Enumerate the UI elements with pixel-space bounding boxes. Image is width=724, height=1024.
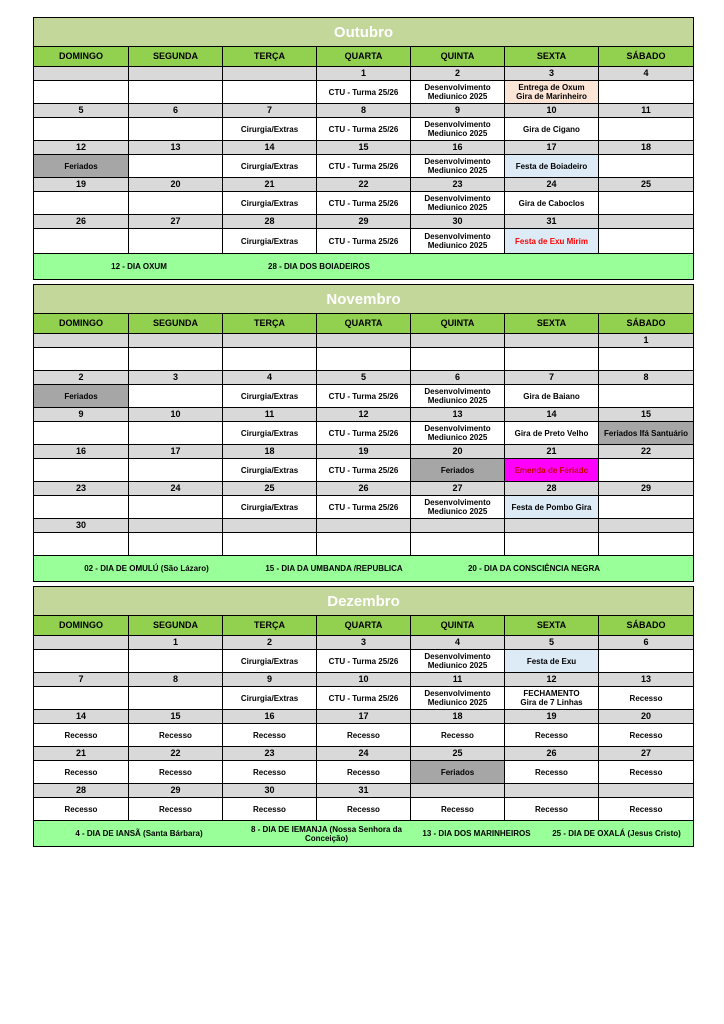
event-cell: Cirurgia/Extras (223, 229, 317, 254)
month-title: Novembro (34, 285, 694, 314)
day-number: 13 (129, 141, 223, 155)
empty-cell (129, 192, 223, 215)
day-number (599, 519, 694, 533)
weekday-header-terca: TERÇA (223, 47, 317, 67)
empty-cell (317, 533, 411, 556)
empty-cell (411, 533, 505, 556)
footer-note: 13 - DIA DOS MARINHEIROS (422, 829, 531, 838)
event-cell: Festa de Exu Mirim (505, 229, 599, 254)
footer-note: 15 - DIA DA UMBANDA /REPUBLICA (265, 564, 403, 573)
day-number: 6 (129, 104, 223, 118)
event-cell: Recesso (599, 687, 694, 710)
day-number: 25 (223, 482, 317, 496)
empty-cell (599, 192, 694, 215)
day-number: 23 (411, 178, 505, 192)
day-number: 28 (223, 215, 317, 229)
weekday-header-quarta: QUARTA (317, 47, 411, 67)
day-number: 30 (34, 519, 129, 533)
day-number (223, 519, 317, 533)
event-cell: Desenvolvimento Mediunico 2025 (411, 155, 505, 178)
event-cell: Recesso (317, 724, 411, 747)
day-number: 15 (317, 141, 411, 155)
day-number: 5 (505, 636, 599, 650)
day-number: 23 (34, 482, 129, 496)
event-cell: Desenvolvimento Mediunico 2025 (411, 118, 505, 141)
empty-cell (599, 118, 694, 141)
weekday-header-quinta: QUINTA (411, 47, 505, 67)
empty-cell (129, 348, 223, 371)
event-cell: Recesso (505, 798, 599, 821)
day-number (129, 519, 223, 533)
event-cell: Recesso (599, 798, 694, 821)
day-number: 14 (34, 710, 129, 724)
weekday-header-quinta: QUINTA (411, 314, 505, 334)
day-number: 12 (505, 673, 599, 687)
empty-cell (599, 496, 694, 519)
day-number: 11 (411, 673, 505, 687)
day-number (223, 334, 317, 348)
day-number (317, 519, 411, 533)
empty-cell (599, 81, 694, 104)
day-number (129, 334, 223, 348)
day-number: 28 (505, 482, 599, 496)
day-number: 30 (411, 215, 505, 229)
footer-note: 8 - DIA DE IEMANJA (Nossa Senhora da Conceição) (251, 824, 402, 843)
event-cell: Desenvolvimento Mediunico 2025 (411, 385, 505, 408)
day-number: 8 (599, 371, 694, 385)
empty-cell (599, 348, 694, 371)
day-number: 20 (129, 178, 223, 192)
weekday-header-sabado: SÁBADO (599, 47, 694, 67)
day-number: 14 (505, 408, 599, 422)
event-cell: FECHAMENTO Gira de 7 Linhas (505, 687, 599, 710)
day-number: 12 (317, 408, 411, 422)
footer-note: 28 - DIA DOS BOIADEIROS (268, 262, 370, 271)
day-number: 22 (599, 445, 694, 459)
empty-cell (317, 348, 411, 371)
day-number (317, 334, 411, 348)
month-dezembro (33, 586, 694, 847)
day-number (411, 519, 505, 533)
day-number: 1 (599, 334, 694, 348)
weekday-header-domingo: DOMINGO (34, 616, 129, 636)
empty-cell (223, 81, 317, 104)
day-number: 26 (317, 482, 411, 496)
day-number (34, 334, 129, 348)
day-number: 9 (223, 673, 317, 687)
day-number: 27 (129, 215, 223, 229)
empty-cell (34, 650, 129, 673)
month-title: Outubro (34, 18, 694, 47)
event-cell: Desenvolvimento Mediunico 2025 (411, 229, 505, 254)
empty-cell (129, 459, 223, 482)
weekday-header-domingo: DOMINGO (34, 47, 129, 67)
day-number: 19 (505, 710, 599, 724)
day-number: 10 (129, 408, 223, 422)
empty-cell (34, 533, 129, 556)
day-number: 4 (411, 636, 505, 650)
day-number: 7 (505, 371, 599, 385)
month-title: Dezembro (34, 587, 694, 616)
event-cell: Desenvolvimento Mediunico 2025 (411, 496, 505, 519)
day-number: 4 (599, 67, 694, 81)
event-cell: CTU - Turma 25/26 (317, 229, 411, 254)
event-cell: CTU - Turma 25/26 (317, 192, 411, 215)
event-cell: Gira de Preto Velho (505, 422, 599, 445)
empty-cell (129, 496, 223, 519)
event-cell: Recesso (505, 724, 599, 747)
day-number: 17 (129, 445, 223, 459)
weekday-header-sexta: SEXTA (505, 616, 599, 636)
day-number: 7 (34, 673, 129, 687)
day-number: 24 (505, 178, 599, 192)
event-cell: Recesso (599, 724, 694, 747)
event-cell: Feriados (411, 761, 505, 784)
day-number: 30 (223, 784, 317, 798)
day-number: 11 (223, 408, 317, 422)
day-number: 16 (411, 141, 505, 155)
day-number: 13 (599, 673, 694, 687)
day-number: 5 (34, 104, 129, 118)
day-number: 28 (34, 784, 129, 798)
day-number (505, 784, 599, 798)
day-number: 16 (223, 710, 317, 724)
day-number: 10 (505, 104, 599, 118)
event-cell: Festa de Exu (505, 650, 599, 673)
month-footer (34, 556, 694, 582)
event-cell: CTU - Turma 25/26 (317, 385, 411, 408)
day-number (599, 784, 694, 798)
event-cell: Cirurgia/Extras (223, 155, 317, 178)
day-number: 9 (411, 104, 505, 118)
event-cell: Desenvolvimento Mediunico 2025 (411, 687, 505, 710)
day-number: 23 (223, 747, 317, 761)
empty-cell (34, 496, 129, 519)
empty-cell (599, 650, 694, 673)
event-cell: Feriados (411, 459, 505, 482)
empty-cell (34, 81, 129, 104)
empty-cell (34, 422, 129, 445)
day-number: 16 (34, 445, 129, 459)
empty-cell (34, 348, 129, 371)
event-cell: CTU - Turma 25/26 (317, 81, 411, 104)
day-number: 26 (34, 215, 129, 229)
weekday-header-sexta: SEXTA (505, 47, 599, 67)
day-number (505, 519, 599, 533)
day-number: 2 (34, 371, 129, 385)
event-cell: Recesso (129, 761, 223, 784)
weekday-header-sabado: SÁBADO (599, 616, 694, 636)
day-number: 2 (411, 67, 505, 81)
event-cell: Recesso (599, 761, 694, 784)
day-number: 19 (317, 445, 411, 459)
footer-note: 20 - DIA DA CONSCIÊNCIA NEGRA (467, 564, 600, 573)
empty-cell (599, 385, 694, 408)
day-number: 25 (599, 178, 694, 192)
weekday-header-sabado: SÁBADO (599, 314, 694, 334)
event-cell: Recesso (34, 724, 129, 747)
day-number: 18 (411, 710, 505, 724)
day-number (34, 67, 129, 81)
weekday-header-sexta: SEXTA (505, 314, 599, 334)
day-number: 19 (34, 178, 129, 192)
day-number: 15 (129, 710, 223, 724)
empty-cell (223, 533, 317, 556)
month-outubro (33, 17, 694, 280)
day-number: 8 (317, 104, 411, 118)
event-cell: Recesso (317, 761, 411, 784)
empty-cell (34, 118, 129, 141)
day-number: 18 (223, 445, 317, 459)
day-number: 3 (317, 636, 411, 650)
day-number: 1 (317, 67, 411, 81)
event-cell: Recesso (505, 761, 599, 784)
month-footer (34, 254, 694, 280)
day-number: 3 (129, 371, 223, 385)
day-number: 24 (129, 482, 223, 496)
day-number: 20 (411, 445, 505, 459)
empty-cell (411, 348, 505, 371)
event-cell: Desenvolvimento Mediunico 2025 (411, 81, 505, 104)
month-novembro (33, 284, 694, 582)
empty-cell (505, 533, 599, 556)
day-number: 21 (34, 747, 129, 761)
day-number: 22 (317, 178, 411, 192)
footer-note: 25 - DIA DE OXALÁ (Jesus Cristo) (552, 829, 681, 838)
event-cell: Desenvolvimento Mediunico 2025 (411, 650, 505, 673)
day-number: 31 (317, 784, 411, 798)
event-cell: Cirurgia/Extras (223, 118, 317, 141)
empty-cell (129, 533, 223, 556)
event-cell: Desenvolvimento Mediunico 2025 (411, 192, 505, 215)
empty-cell (129, 229, 223, 254)
event-cell: Recesso (34, 798, 129, 821)
day-number: 6 (411, 371, 505, 385)
weekday-header-segunda: SEGUNDA (129, 616, 223, 636)
empty-cell (129, 422, 223, 445)
empty-cell (223, 348, 317, 371)
day-number (599, 215, 694, 229)
day-number: 7 (223, 104, 317, 118)
event-cell: Gira de Baiano (505, 385, 599, 408)
day-number: 5 (317, 371, 411, 385)
day-number: 12 (34, 141, 129, 155)
empty-cell (505, 348, 599, 371)
day-number: 21 (505, 445, 599, 459)
empty-cell (34, 459, 129, 482)
calendar-page (33, 17, 693, 847)
event-cell: CTU - Turma 25/26 (317, 155, 411, 178)
event-cell: Desenvolvimento Mediunico 2025 (411, 422, 505, 445)
day-number: 4 (223, 371, 317, 385)
event-cell: Festa de Pombo Gira (505, 496, 599, 519)
day-number: 11 (599, 104, 694, 118)
day-number: 27 (411, 482, 505, 496)
day-number: 22 (129, 747, 223, 761)
day-number (411, 334, 505, 348)
event-cell: Festa de Boiadeiro (505, 155, 599, 178)
day-number: 8 (129, 673, 223, 687)
event-cell: Gira de Cigano (505, 118, 599, 141)
event-cell: Cirurgia/Extras (223, 650, 317, 673)
day-number: 9 (34, 408, 129, 422)
day-number: 17 (317, 710, 411, 724)
event-cell: Feriados (34, 155, 129, 178)
weekday-header-terca: TERÇA (223, 616, 317, 636)
day-number: 20 (599, 710, 694, 724)
day-number: 24 (317, 747, 411, 761)
day-number: 18 (599, 141, 694, 155)
event-cell: Recesso (223, 724, 317, 747)
day-number: 29 (599, 482, 694, 496)
day-number: 2 (223, 636, 317, 650)
day-number: 25 (411, 747, 505, 761)
day-number (129, 67, 223, 81)
day-number: 29 (317, 215, 411, 229)
empty-cell (34, 192, 129, 215)
event-cell: Cirurgia/Extras (223, 422, 317, 445)
weekday-header-quinta: QUINTA (411, 616, 505, 636)
day-number: 13 (411, 408, 505, 422)
event-cell: Feriados (34, 385, 129, 408)
event-cell: Recesso (129, 724, 223, 747)
day-number: 14 (223, 141, 317, 155)
event-cell: Recesso (411, 798, 505, 821)
empty-cell (599, 533, 694, 556)
empty-cell (129, 118, 223, 141)
footer-note: 12 - DIA OXUM (111, 262, 167, 271)
empty-cell (129, 385, 223, 408)
empty-cell (599, 229, 694, 254)
empty-cell (129, 687, 223, 710)
event-cell: CTU - Turma 25/26 (317, 650, 411, 673)
event-cell: Recesso (411, 724, 505, 747)
footer-note: 4 - DIA DE IANSÃ (Santa Bárbara) (75, 829, 203, 838)
event-cell: Cirurgia/Extras (223, 192, 317, 215)
event-cell: Cirurgia/Extras (223, 459, 317, 482)
event-cell: Recesso (129, 798, 223, 821)
footer-note: 02 - DIA DE OMULÚ (São Lázaro) (84, 564, 209, 573)
event-cell: Feriados Ifá Santuário (599, 422, 694, 445)
day-number: 6 (599, 636, 694, 650)
day-number (223, 67, 317, 81)
empty-cell (129, 81, 223, 104)
event-cell: Entrega de Oxum Gira de Marinheiro (505, 81, 599, 104)
event-cell: Emenda de Feriado (505, 459, 599, 482)
event-cell: Gira de Caboclos (505, 192, 599, 215)
event-cell: CTU - Turma 25/26 (317, 422, 411, 445)
event-cell: Recesso (317, 798, 411, 821)
weekday-header-quarta: QUARTA (317, 616, 411, 636)
event-cell: CTU - Turma 25/26 (317, 118, 411, 141)
weekday-header-terca: TERÇA (223, 314, 317, 334)
day-number: 21 (223, 178, 317, 192)
event-cell: Cirurgia/Extras (223, 385, 317, 408)
event-cell: Cirurgia/Extras (223, 687, 317, 710)
event-cell: Cirurgia/Extras (223, 496, 317, 519)
day-number: 27 (599, 747, 694, 761)
event-cell: CTU - Turma 25/26 (317, 459, 411, 482)
empty-cell (599, 155, 694, 178)
weekday-header-segunda: SEGUNDA (129, 47, 223, 67)
event-cell: Recesso (223, 798, 317, 821)
day-number: 3 (505, 67, 599, 81)
event-cell: Recesso (34, 761, 129, 784)
empty-cell (129, 155, 223, 178)
day-number: 29 (129, 784, 223, 798)
empty-cell (34, 687, 129, 710)
month-footer (34, 821, 694, 847)
day-number: 15 (599, 408, 694, 422)
event-cell: Recesso (223, 761, 317, 784)
weekday-header-domingo: DOMINGO (34, 314, 129, 334)
event-cell: CTU - Turma 25/26 (317, 687, 411, 710)
empty-cell (129, 650, 223, 673)
weekday-header-segunda: SEGUNDA (129, 314, 223, 334)
day-number: 17 (505, 141, 599, 155)
day-number: 10 (317, 673, 411, 687)
empty-cell (34, 229, 129, 254)
day-number: 26 (505, 747, 599, 761)
day-number (34, 636, 129, 650)
day-number: 31 (505, 215, 599, 229)
day-number: 1 (129, 636, 223, 650)
weekday-header-quarta: QUARTA (317, 314, 411, 334)
event-cell: CTU - Turma 25/26 (317, 496, 411, 519)
day-number (505, 334, 599, 348)
day-number (411, 784, 505, 798)
empty-cell (599, 459, 694, 482)
